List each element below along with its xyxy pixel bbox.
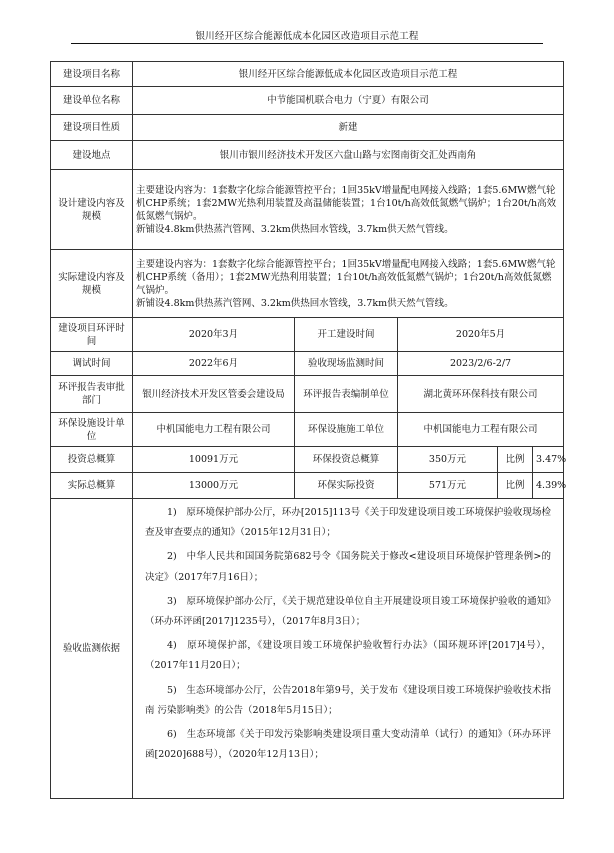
row-eia-time (51, 318, 564, 352)
budget-total-label: 投资总概算 (51, 447, 133, 473)
actual-line: 新铺设4.8km供热蒸汽管网、3.2km供热回水管线，3.7km供天然气管线。 (136, 297, 454, 309)
facility-design-value: 中机国能电力工程有限公司 (133, 413, 295, 447)
basis-item: 2) 中华人民共和国国务院第682号令《国务院关于修改<建设项目环境保护管理条例>的决定》（2017年7月16日）； (145, 551, 552, 583)
actual-total-value: 13000万元 (133, 473, 295, 499)
nature-value: 新建 (133, 115, 564, 141)
design-content (133, 170, 564, 250)
row-facility-design (51, 413, 564, 447)
basis-label: 验收监测依据 (51, 499, 133, 799)
row-budget-total (51, 447, 564, 473)
basis-item: 1) 原环境保护部办公厅，环办[2015]113号《关于印发建设项目竣工环境保护验收现场检查及审查要点的通知》（2015年12月31日）； (145, 507, 552, 539)
actual-line: 主要建设内容为：1套数字化综合能源管控平台；1回35kV增量配电网接入线路；1套5.6MW燃气轮机CHP系统（备用）；1套2MW光热利用装置；1台10t/h高效低氮燃气锅炉；1台20t/h高效低氮燃气锅炉。 (136, 258, 556, 296)
env-budget-value: 350万元 (398, 447, 498, 473)
start-time-value: 2020年5月 (398, 318, 564, 352)
basis-content (133, 499, 564, 799)
basis-item: 4) 原环境保护部，《建设项目竣工环境保护验收暂行办法》（国环规环评[2017]4号），（2017年11月20日）； (145, 640, 552, 672)
monitor-time-label: 验收现场监测时间 (295, 352, 398, 376)
project-name-label: 建设项目名称 (51, 62, 133, 87)
row-actual (51, 250, 564, 318)
acceptance-info-table (50, 61, 567, 799)
actual-content (133, 250, 564, 318)
project-name-value: 银川经开区综合能源低成本化园区改造项目示范工程 (133, 62, 564, 87)
actual-ratio-value: 4.39% (533, 473, 564, 499)
actual-label: 实际建设内容及规模 (51, 250, 133, 318)
compiler-label: 环评报告表编制单位 (295, 376, 398, 413)
row-project-name (51, 62, 564, 87)
basis-item: 6) 生态环境部《关于印发污染影响类建设项目重大变动清单（试行）的通知》（环办环评函[2020]688号），（2020年12月13日）； (145, 729, 552, 761)
compiler-value: 湖北黄环环保科技有限公司 (398, 376, 564, 413)
budget-ratio-label: 比例 (498, 447, 533, 473)
debug-time-value: 2022年6月 (133, 352, 295, 376)
facility-construction-value: 中机国能电力工程有限公司 (398, 413, 564, 447)
actual-total-label: 实际总概算 (51, 473, 133, 499)
basis-item: 5) 生态环境部办公厅，公告2018年第9号，关于发布《建设项目竣工环境保护验收技术指南 污染影响类》的公告（2018年5月15日）； (145, 684, 552, 716)
location-value: 银川市银川经济技术开发区六盘山路与宏图南街交汇处西南角 (133, 141, 564, 170)
page-header: 银川经开区综合能源低成本化园区改造项目示范工程 (195, 31, 419, 42)
eia-time-label: 建设项目环评时间 (51, 318, 133, 352)
design-line: 新铺设4.8km供热蒸汽管网、3.2km供热回水管线，3.7km供天然气管线。 (136, 223, 454, 235)
row-location (51, 141, 564, 170)
budget-total-value: 10091万元 (133, 447, 295, 473)
facility-construction-label: 环保设施施工单位 (295, 413, 398, 447)
approval-label: 环评报告表审批部门 (51, 376, 133, 413)
env-actual-label: 环保实际投资 (295, 473, 398, 499)
design-label: 设计建设内容及规模 (51, 170, 133, 250)
design-line: 主要建设内容为：1套数字化综合能源管控平台；1回35kV增量配电网接入线路；1套5.6MW燃气轮机CHP系统；1套2MW光热利用装置及高温储能装置；1台10t/h高效低氮燃气锅炉；1台20t/h高效低氮燃气锅炉。 (136, 184, 557, 222)
env-actual-value: 571万元 (398, 473, 498, 499)
monitor-time-value: 2023/2/6-2/7 (398, 352, 564, 376)
eia-time-value: 2020年3月 (133, 318, 295, 352)
row-actual-total (51, 473, 564, 499)
header-divider (71, 43, 543, 44)
unit-name-value: 中节能国机联合电力（宁夏）有限公司 (133, 87, 564, 115)
row-basis (51, 499, 564, 799)
row-debug-time (51, 352, 564, 376)
nature-label: 建设项目性质 (51, 115, 133, 141)
row-approval (51, 376, 564, 413)
unit-name-label: 建设单位名称 (51, 87, 133, 115)
row-unit-name (51, 87, 564, 115)
debug-time-label: 调试时间 (51, 352, 133, 376)
row-design (51, 170, 564, 250)
basis-item: 3) 原环境保护部办公厅，《关于规范建设单位自主开展建设项目竣工环境保护验收的通知》（环办环评函[2017]1235号），（2017年8月3日）； (145, 595, 552, 628)
budget-ratio-value: 3.47% (533, 447, 564, 473)
actual-ratio-label: 比例 (498, 473, 533, 499)
location-label: 建设地点 (51, 141, 133, 170)
row-nature (51, 115, 564, 141)
start-time-label: 开工建设时间 (295, 318, 398, 352)
env-budget-label: 环保投资总概算 (295, 447, 398, 473)
facility-design-label: 环保设施设计单位 (51, 413, 133, 447)
approval-value: 银川经济技术开发区管委会建设局 (133, 376, 295, 413)
